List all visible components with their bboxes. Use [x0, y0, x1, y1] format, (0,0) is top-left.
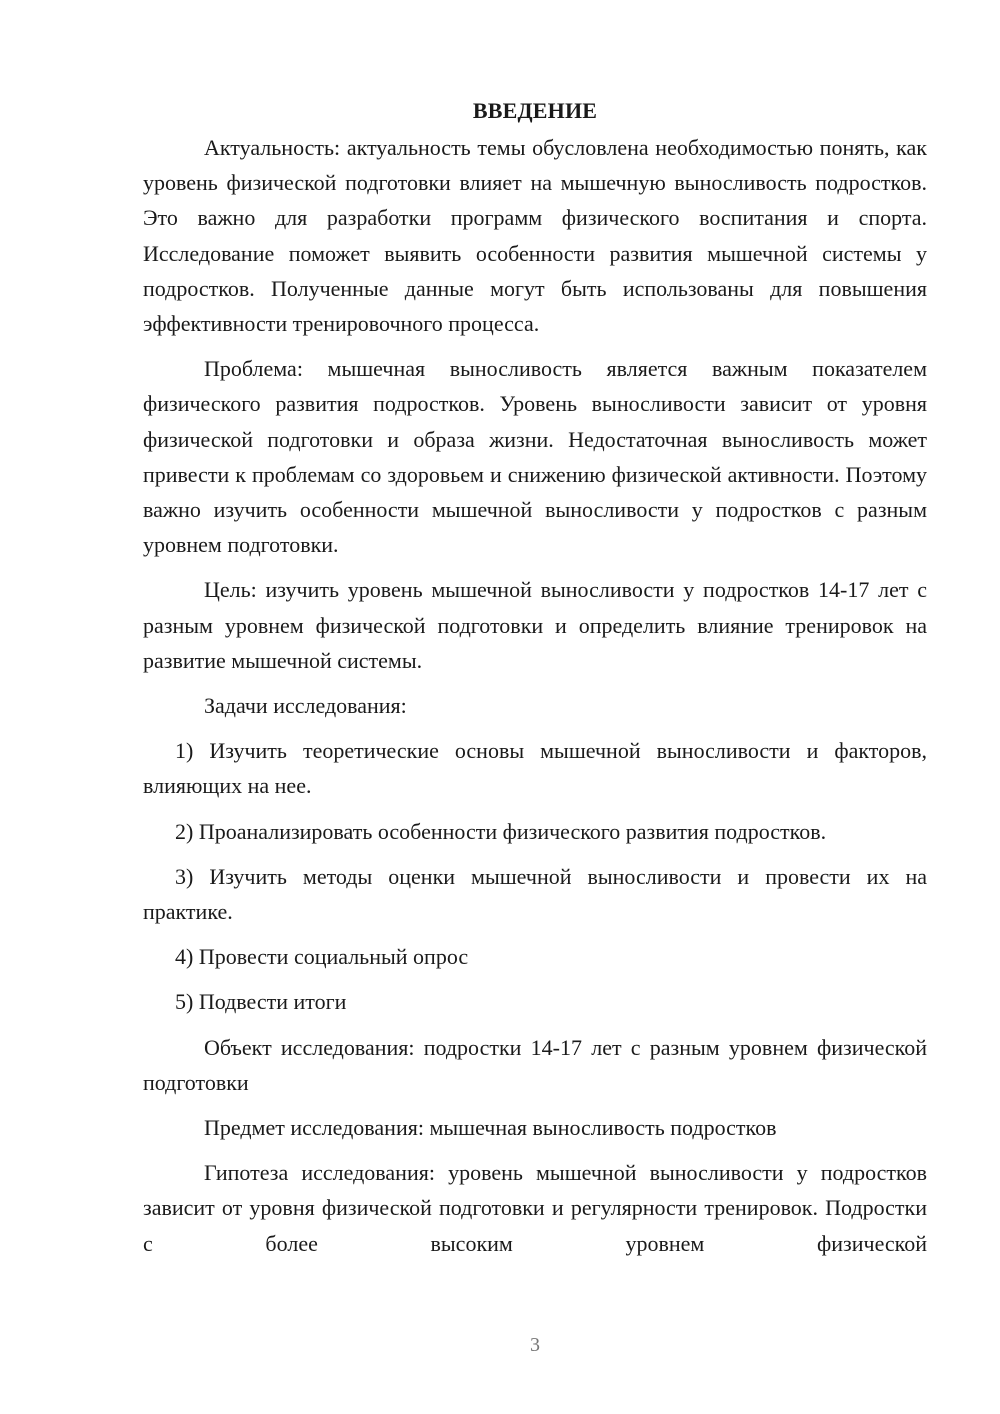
task-item-2: 2) Проанализировать особенности физического развития подростков.	[175, 818, 827, 844]
goal-paragraph: Цель: изучить уровень мышечной выносливости у подростков 14-17 лет с разным уровнем физической подготовки и определить влияние тренировок на развитие мышечной системы.	[143, 577, 927, 673]
tasks-title: Задачи исследования:	[204, 693, 407, 719]
hypothesis-paragraph: Гипотеза исследования: уровень мышечной выносливости у подростков зависит от уровня физической подготовки и регулярности тренировок. Подростки с более высоким уровнем физической	[143, 1160, 927, 1256]
page-title: ВВЕДЕНИЕ	[472, 98, 598, 123]
task-item-5: 5) Подвести итоги	[175, 989, 347, 1015]
task-item-4: 4) Провести социальный опрос	[175, 944, 469, 970]
task-item-1: 1) Изучить теоретические основы мышечной выносливости и факторов, влияющих на нее.	[143, 738, 927, 799]
document-page	[143, 96, 927, 1271]
object-paragraph: Объект исследования: подростки 14-17 лет с разным уровнем физической подготовки	[143, 1034, 927, 1095]
subject-paragraph: Предмет исследования: мышечная выносливость подростков	[204, 1115, 777, 1141]
problem-paragraph: Проблема: мышечная выносливость является важным показателем физического развития подростков. Уровень выносливости зависит от уровня физической подготовки и образа жизни. Недостаточная выносливость может привести к проблемам со здоровьем и снижению физической активности. Поэтому важно изучить особенности мышечной выносливости у подростков с разным уровнем подготовки.	[143, 356, 927, 558]
relevance-paragraph: Актуальность: актуальность темы обусловлена необходимостью понять, как уровень физической подготовки влияет на мышечную выносливость подростков. Это важно для разработки программ физического воспитания и спорта. Исследование поможет выявить особенности развития мышечной системы у подростков. Полученные данные могут быть использованы для повышения эффективности тренировочного процесса.	[143, 135, 927, 337]
page-number: 3	[530, 1334, 540, 1356]
task-item-3: 3) Изучить методы оценки мышечной выносливости и провести их на практике.	[143, 863, 927, 925]
